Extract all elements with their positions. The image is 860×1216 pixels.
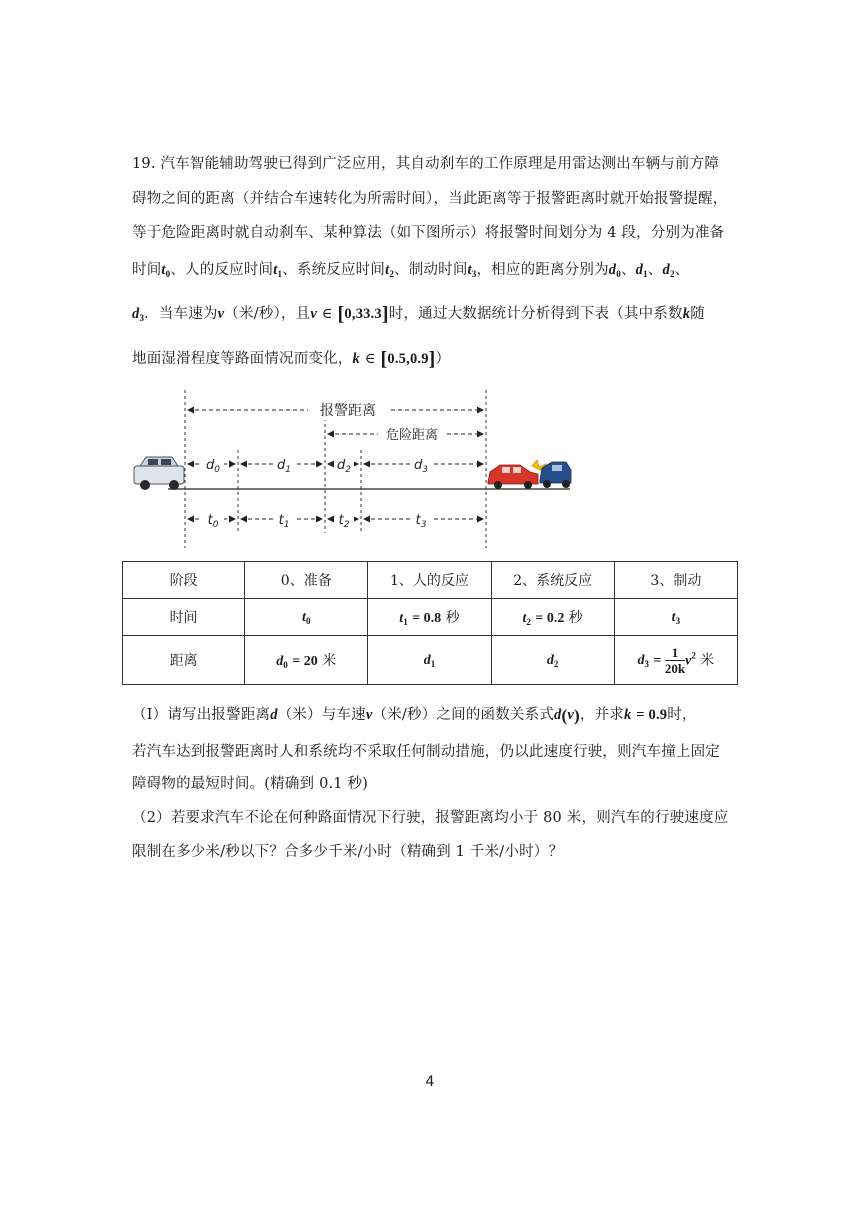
d2-label: $d_2$ xyxy=(337,458,351,475)
problem-line-4: 时间$t_0$、人的反应时间$t_1$、系统反应时间$t_2$、制动时间$t_3$，相应的距离分别为$d_0$、$d_1$、$d_2$、 xyxy=(132,262,690,279)
cell-t3: $t_3$ xyxy=(614,599,737,636)
alarm-distance-label: 报警距离 xyxy=(320,403,376,419)
page-number: 4 xyxy=(425,1074,435,1090)
crashed-cars-icon xyxy=(488,460,571,489)
d0-label: $d_0$ xyxy=(206,458,220,475)
braking-distance-diagram xyxy=(128,388,588,550)
table-row xyxy=(123,562,738,599)
q2-line-1: （2）若要求汽车不论在何种路面情况下行驶，报警距离均小于 80 米，则汽车的行驶速度应 xyxy=(132,810,729,826)
t3-label: $t_3$ xyxy=(415,513,427,530)
cell-d2: $d_2$ xyxy=(491,636,614,685)
q2-line-2: 限制在多少米/秒以下？合多少千米/小时（精确到 1 千米/小时）？ xyxy=(132,844,564,860)
problem-line-3: 等于危险距离时就自动刹车、某种算法（如下图所示）将报警时间划分为 4 段，分别为准备 xyxy=(132,225,725,241)
d3-label: $d_3$ xyxy=(414,458,428,475)
stage-table xyxy=(122,561,738,685)
table-header-cell: 2、系统反应 xyxy=(491,562,614,599)
suv-car-icon xyxy=(134,457,184,490)
cell-t1: $t_1 = 0.8$ 秒 xyxy=(368,599,491,636)
row-label-time: 时间 xyxy=(123,599,245,636)
cell-d0: $d_0 = 20$ 米 xyxy=(245,636,368,685)
q1-line-1: （I）请写出报警距离d（米）与车速v（米/秒）之间的函数关系式d(v)，并求k = 0.9时， xyxy=(132,706,697,725)
table-header-cell: 3、制动 xyxy=(614,562,737,599)
problem-line-5: $d_3$．当车速为v（米/秒），且v ∈ [0,33.3]时，通过大数据统计分析得到下表（其中系数k随 xyxy=(132,303,705,325)
t0-label: $t_0$ xyxy=(207,513,219,530)
problem-line-6: 地面湿滑程度等路面情况而变化，k ∈ [0.5,0.9]） xyxy=(132,348,451,370)
danger-distance-label: 危险距离 xyxy=(385,428,439,443)
table-header-cell: 1、人的反应 xyxy=(368,562,491,599)
cell-d1: $d_1$ xyxy=(368,636,491,685)
table-header-cell: 0、准备 xyxy=(245,562,368,599)
table-header-cell: 阶段 xyxy=(123,562,245,599)
cell-d3: $d_3$ = $\frac{1}{20k}$ $v^2$ 米 xyxy=(614,636,737,685)
t1-label: $t_1$ xyxy=(278,513,290,530)
problem-line-1: 19. 汽车智能辅助驾驶已得到广泛应用，其自动刹车的工作原理是用雷达测出车辆与前方障 xyxy=(132,156,720,172)
row-label-distance: 距离 xyxy=(123,636,245,685)
cell-t0: $t_0$ xyxy=(245,599,368,636)
q1-line-3: 障碍物的最短时间。(精确到 0.1 秒) xyxy=(132,776,369,792)
table-row xyxy=(123,599,738,636)
cell-t2: $t_2 = 0.2$ 秒 xyxy=(491,599,614,636)
q1-line-2: 若汽车达到报警距离时人和系统均不采取任何制动措施，仍以此速度行驶，则汽车撞上固定 xyxy=(132,744,720,760)
table-row xyxy=(123,636,738,685)
t2-label: $t_2$ xyxy=(338,513,350,530)
d1-label: $d_1$ xyxy=(277,458,291,475)
problem-line-2: 碍物之间的距离（并结合车速转化为所需时间），当此距离等于报警距离时就开始报警提醒， xyxy=(132,191,728,207)
